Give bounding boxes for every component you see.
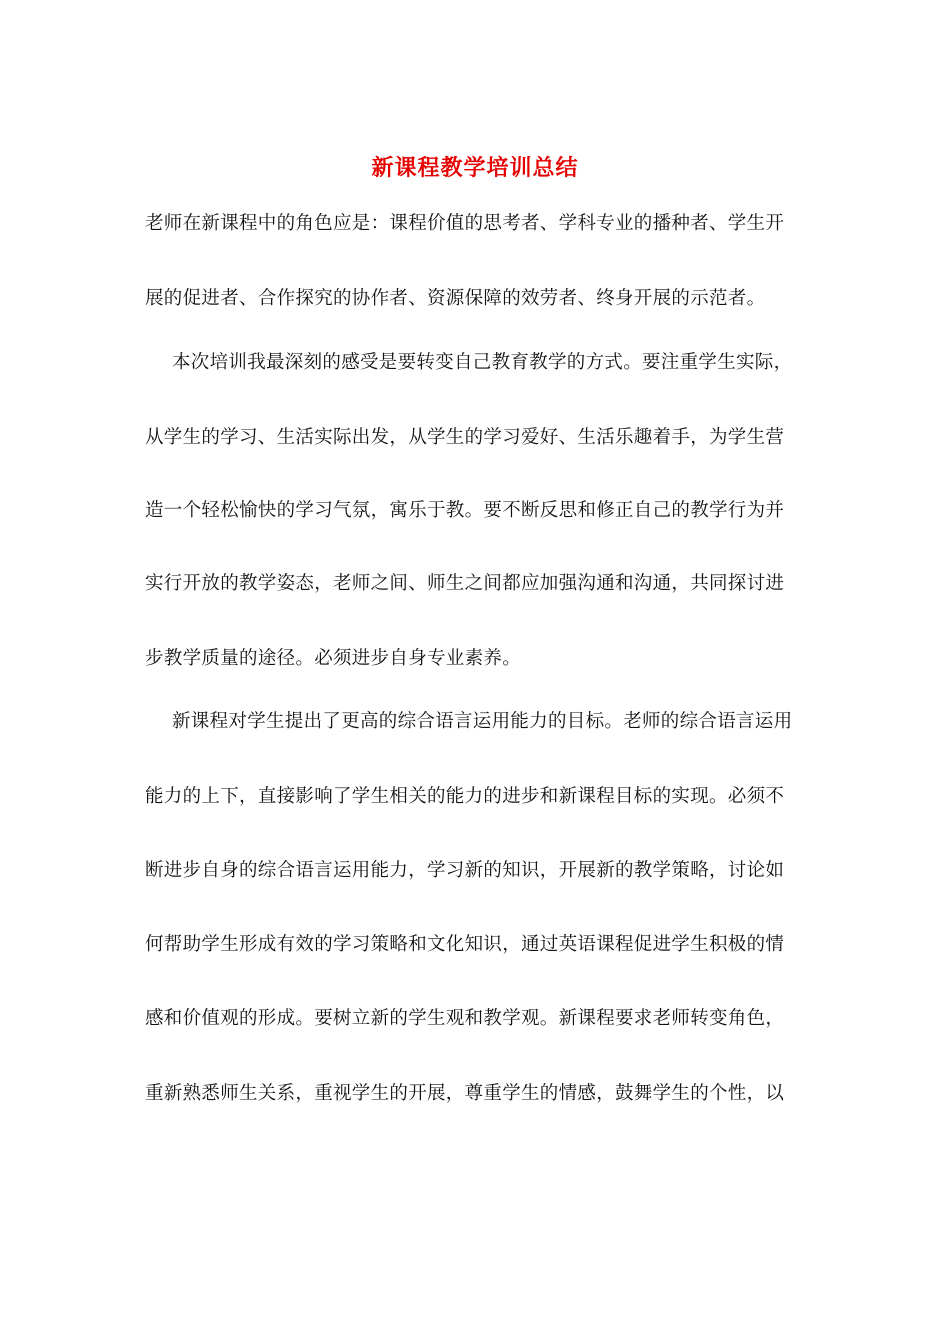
paragraph-3-line-3: 断进步自身的综合语言运用能力，学习新的知识，开展新的教学策略，讨论如 (145, 860, 785, 881)
paragraph-2-line-4: 实行开放的教学姿态，老师之间、师生之间都应加强沟通和沟通，共同探讨进 (145, 573, 785, 594)
paragraph-3-line-4: 何帮助学生形成有效的学习策略和文化知识，通过英语课程促进学生积极的情 (145, 934, 785, 955)
paragraph-3-line-5: 感和价值观的形成。要树立新的学生观和教学观。新课程要求老师转变角色， (145, 1008, 785, 1029)
paragraph-2-line-1: 本次培训我最深刻的感受是要转变自己教育教学的方式。要注重学生实际， (172, 352, 793, 373)
paragraph-1-line-2: 展的促进者、合作探究的协作者、资源保障的效劳者、终身开展的示范者。 (145, 288, 766, 309)
document-title: 新课程教学培训总结 (371, 155, 579, 181)
paragraph-3-line-2: 能力的上下，直接影响了学生相关的能力的进步和新课程目标的实现。必须不 (145, 786, 785, 807)
paragraph-2-line-3: 造一个轻松愉快的学习气氛，寓乐于教。要不断反思和修正自己的教学行为并 (145, 500, 785, 521)
paragraph-2-line-2: 从学生的学习、生活实际出发，从学生的学习爱好、生活乐趣着手，为学生营 (145, 427, 785, 448)
paragraph-3-line-6: 重新熟悉师生关系，重视学生的开展，尊重学生的情感，鼓舞学生的个性，以 (145, 1083, 785, 1104)
paragraph-3-line-1: 新课程对学生提出了更高的综合语言运用能力的目标。老师的综合语言运用 (172, 711, 793, 732)
paragraph-1-line-1: 老师在新课程中的角色应是：课程价值的思考者、学科专业的播种者、学生开 (145, 213, 785, 234)
paragraph-2-line-5: 步教学质量的途径。必须进步自身专业素养。 (145, 648, 522, 669)
